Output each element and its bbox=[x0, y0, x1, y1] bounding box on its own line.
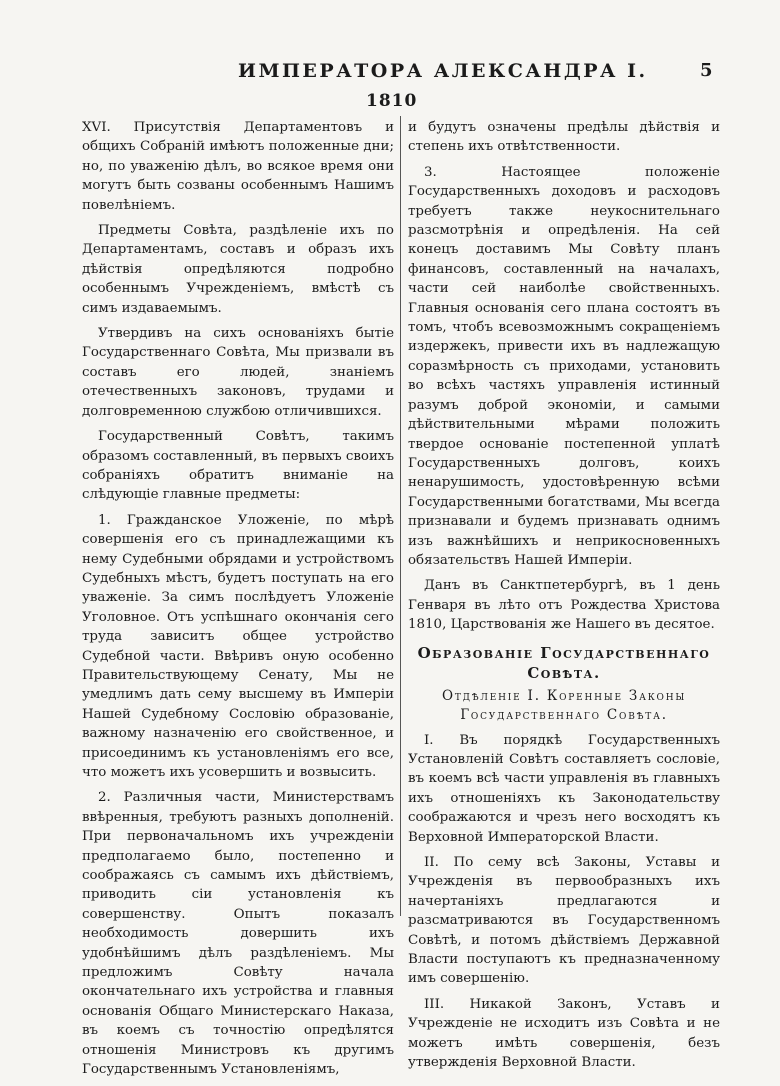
running-title: ИМПЕРАТОРА АЛЕКСАНДРА I. bbox=[238, 60, 648, 82]
paragraph: 1. Гражданское Уложеніе, по мѣрѣ совершенія его съ принадлежащими къ нему Судебными обрядами и устройствомъ Судебныхъ мѣстъ, будетъ поступать на его уваженіе. За симъ послѣдуетъ Уложеніе Уголовное. Отъ успѣшнаго окончанія сего труда зависитъ общее устройство Судебной части. Ввѣривъ оную особенно Правительствующему Сенату, Мы не умедлимъ дать сему высшему въ Имперіи Нашей Судебному Сословію образованіе, важному назначенію его свойственное, и присоединимъ къ установленіямъ его все, что можетъ ихъ усовершить и возвысить. bbox=[82, 512, 394, 780]
page-header bbox=[0, 60, 780, 90]
paragraph: Данъ въ Санктпетербургѣ, въ 1 день Генваря въ лѣто отъ Рождества Христова 1810, Царствованія же Нашего въ десятое. bbox=[408, 578, 720, 633]
page-number: 5 bbox=[700, 60, 713, 81]
paragraph: Утвердивъ на сихъ основаніяхъ бытіе Государственнаго Совѣта, Мы призвали въ составъ его людей, знаніемъ отечественныхъ законовъ, трудами и долговременною службою отличившихся. bbox=[82, 326, 394, 419]
paragraph: XVI. Присутствія Департаментовъ и общихъ Собраній имѣютъ положенные дни; но, по уваженію дѣлъ, во всякое время они могутъ быть созваны особеннымъ Нашимъ повелѣніемъ. bbox=[82, 120, 394, 213]
paragraph: I. Въ порядкѣ Государственныхъ Установленій Совѣтъ составляетъ сословіе, въ коемъ всѣ части управленія въ главныхъ ихъ отношеніяхъ къ Законодательству соображаются и чрезъ него восходятъ къ Верховной Императорской Власти. bbox=[408, 732, 720, 845]
paragraph: и будутъ означены предѣлы дѣйствія и степень ихъ отвѣтственности. bbox=[408, 120, 720, 155]
paragraph: Предметы Совѣта, раздѣленіе ихъ по Департаментамъ, составъ и образъ ихъ дѣйствія опредѣляются подробно особеннымъ Учрежденіемъ, вмѣстѣ съ симъ издаваемымъ. bbox=[82, 223, 394, 316]
paragraph: III. Никакой Законъ, Уставъ и Учрежденіе не исходитъ изъ Совѣта и не можетъ имѣть совершенія, безъ утвержденія Верховной Власти. bbox=[408, 996, 720, 1071]
right-column bbox=[408, 118, 720, 1078]
paragraph: Государственный Совѣтъ, такимъ образомъ составленный, въ первыхъ своихъ собраніяхъ обратитъ вниманіе на слѣдующіе главные предметы: bbox=[82, 429, 394, 503]
paragraph: 2. Различныя части, Министерствамъ ввѣренныя, требуютъ разныхъ дополненій. При первоначальномъ ихъ учрежденіи предполагаемо было, постепенно и соображаясь съ самымъ ихъ дѣйствіемъ, приводить сіи установленія къ совершенству. Опытъ показалъ необходимость довершить ихъ удобнѣйшимъ дѣлъ раздѣленіемъ. Мы предложимъ Совѣту начала окончательнаго ихъ устройства и главныя основанія Общаго Министерскаго Наказа, въ коемъ съ точностію опредѣлятся отношенія Министровъ къ другимъ Государственнымъ Установленіямъ, bbox=[82, 790, 394, 1078]
year-heading: 1810 bbox=[366, 91, 418, 111]
section-heading: Образованіе Государственнаго Совѣта. bbox=[417, 643, 711, 682]
paragraph: 3. Настоящее положеніе Государственныхъ доходовъ и расходовъ требуетъ также неукоснительнаго разсмотрѣнія и опредѣленія. На сей конецъ доставимъ Мы Совѣту планъ финансовъ, составленный на началахъ, части сей наиболѣе свойственныхъ. Главныя основанія сего плана состоятъ въ томъ, чтобъ всевозможнымъ сокращеніемъ издержекъ, привести ихъ въ надлежащую соразмѣрность съ приходами, установить во всѣхъ частяхъ управленія истинный разумъ доброй экономіи, и самыми дѣйствительными мѣрами положить твердое основаніе постепенной уплатѣ Государственныхъ долговъ, коихъ ненарушимость, удостовѣренную всѣми Государственными богатствами, Мы всегда признавали и будемъ признавать однимъ изъ важнѣйшихъ и неприкосновенныхъ обязательствъ Нашей Имперіи. bbox=[408, 164, 720, 568]
left-column bbox=[82, 118, 394, 1086]
paragraph: II. По сему всѣ Законы, Уставы и Учрежденія въ первообразныхъ ихъ начертаніяхъ предлагаются и разсматриваются въ Государственномъ Совѣтѣ, и потомъ дѣйствіемъ Державной Власти поступаютъ къ предназначенному имъ совершенію. bbox=[408, 855, 720, 987]
sub-heading: Отдѣленіе I. Коренные Законы Государственнаго Совѣта. bbox=[441, 687, 687, 723]
column-divider bbox=[400, 116, 401, 916]
